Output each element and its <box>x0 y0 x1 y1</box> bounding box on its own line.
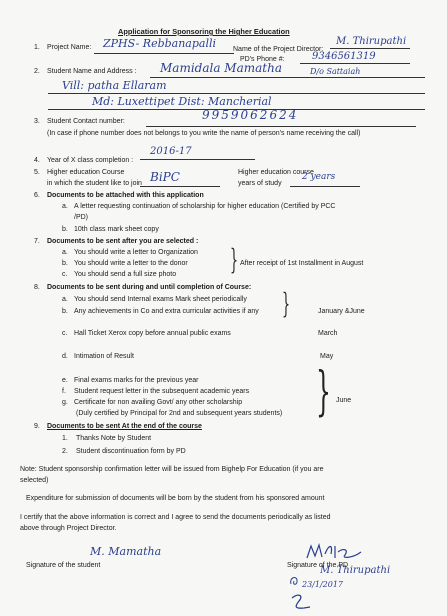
item-number-3: 3. <box>34 118 40 125</box>
when-may: May <box>320 353 334 360</box>
director-name-label: Name of the Project Director: <box>233 46 324 53</box>
course-line <box>140 186 220 187</box>
years-value: 2 years <box>302 172 336 182</box>
student-signature-label: Signature of the student <box>26 562 101 569</box>
when-march: March <box>318 330 338 337</box>
docs-after-mark: c. <box>62 271 68 278</box>
item-number-5: 5. <box>34 169 40 176</box>
docs-during-mark: g. <box>62 399 68 406</box>
contact-label: Student Contact number: <box>47 118 125 125</box>
course-value: BiPC <box>150 170 180 184</box>
docs-during-mark: c. <box>62 330 68 337</box>
docs-attached-heading: Documents to be attached with this application <box>47 192 204 199</box>
docs-during-mark: b. <box>62 308 68 315</box>
docs-during-mark: d. <box>62 353 68 360</box>
docs-during-item: Any achievements in Co and extra curricular activities if any <box>74 308 259 315</box>
docs-end-item: Student discontinuation form by PD <box>76 448 186 455</box>
bottom-mark <box>288 592 314 612</box>
docs-during-item: Student request letter in the subsequent academic years <box>74 388 250 395</box>
item-number-9: 9. <box>34 423 40 430</box>
brace-during: } <box>282 287 291 320</box>
year-value: 2016-17 <box>150 146 192 157</box>
contact-note: (In case if phone number does not belongs to you write the name of person's name receiving the call) <box>47 130 361 137</box>
years-line <box>290 186 360 187</box>
docs-during-item: Hall Ticket Xerox copy before annual public exams <box>74 330 231 337</box>
docs-end-mark: 1. <box>62 435 68 442</box>
pd-phone-label: PD's Phone #: <box>240 56 285 63</box>
docs-attached-item: A letter requesting continuation of scholarship for higher education (Certified by PCC <box>74 203 336 210</box>
note-line-2: selected) <box>20 477 49 484</box>
docs-during-mark: f. <box>62 388 66 395</box>
item-number-4: 4. <box>34 157 40 164</box>
docs-during-item: Final exams marks for the previous year <box>74 377 199 384</box>
years-label-2: years of study <box>238 180 282 187</box>
docs-end-heading: Documents to be sent At the end of the course <box>47 423 202 430</box>
course-label-2: in which the student like to join <box>47 180 142 187</box>
docs-attached-item: 10th class mark sheet copy <box>74 226 159 233</box>
project-name-line <box>94 53 234 54</box>
years-label-1: Higher education course <box>238 169 314 176</box>
address-line-1-rule <box>48 93 425 94</box>
docs-after-mark: b. <box>62 260 68 267</box>
docs-end-item: Thanks Note by Student <box>76 435 152 442</box>
year-label: Year of X class completion : <box>47 157 134 164</box>
docs-after-mark: a. <box>62 249 68 256</box>
certify-line-2: above through Project Director. <box>20 525 117 532</box>
director-name-line <box>330 48 410 49</box>
brace-final: } <box>316 362 331 422</box>
item-number-6: 6. <box>34 192 40 199</box>
student-name-line <box>150 77 425 78</box>
docs-after-item: You should send a full size photo <box>74 271 177 278</box>
pd-signature-name: M. Thirupathi <box>320 565 391 576</box>
signature-date: 23/1/2017 <box>302 580 344 589</box>
student-signature: M. Mamatha <box>90 545 162 558</box>
item-number-8: 8. <box>34 284 40 291</box>
docs-after-item: You should write a letter to the donor <box>74 260 188 267</box>
docs-during-item: Certificate for non availing Govt/ any other scholarship <box>74 399 243 406</box>
expenditure-line: Expenditure for submission of documents will be born by the student from his sponsored amount <box>26 495 325 502</box>
pd-signature-label-text: Signature of the PD <box>287 562 349 569</box>
project-name-value: ZPHS- Rebbanapalli <box>103 37 217 50</box>
docs-attached-mark: a. <box>62 203 68 210</box>
note-line-1: Note: Student sponsorship confirmation letter will be issued from Bighelp For Education (if you are <box>20 466 324 473</box>
certify-line-1: I certify that the above information is correct and I agree to send the documents periodically as listed <box>20 514 331 521</box>
item-number-7: 7. <box>34 238 40 245</box>
year-line <box>140 159 255 160</box>
student-name-label: Student Name and Address : <box>47 68 137 75</box>
student-parent-value: D/o Sattaiah <box>310 67 361 76</box>
address-line-2: Md: Luxettipet Dist: Mancherial <box>92 95 272 108</box>
project-name-label: Project Name: <box>47 44 92 51</box>
docs-during-mark: a. <box>62 296 68 303</box>
after-receipt-note: After receipt of 1st Installment in August <box>240 260 364 267</box>
docs-end-mark: 2. <box>62 448 68 455</box>
docs-after-heading: Documents to be sent after you are selected : <box>47 238 199 245</box>
director-name-value: M. Thirupathi <box>336 36 407 47</box>
item-number-1: 1. <box>34 44 40 51</box>
pd-signature-scribble <box>305 540 365 562</box>
contact-line <box>146 126 416 127</box>
contact-value: 9959062624 <box>202 108 299 122</box>
docs-after-item: You should write a letter to Organization <box>74 249 198 256</box>
item-number-2: 2. <box>34 68 40 75</box>
course-label-1: Higher education Course <box>47 169 125 176</box>
docs-during-mark: e. <box>62 377 68 384</box>
pd-phone-line <box>300 63 410 64</box>
address-line-1: Vill: patha Ellaram <box>62 79 167 92</box>
docs-during-heading: Documents to be sent during and until completion of Course: <box>47 284 252 291</box>
when-jan-june: January &June <box>318 308 365 315</box>
docs-during-item: Intimation of Result <box>74 353 134 360</box>
docs-attached-mark: b. <box>62 226 68 233</box>
pd-phone-value: 9346561319 <box>312 51 376 62</box>
docs-attached-item: /PD) <box>74 214 88 221</box>
initial-mark <box>288 574 304 588</box>
brace-after: } <box>230 243 239 276</box>
docs-during-item: (Duly certified by Principal for 2nd and subsequent years students) <box>76 410 283 417</box>
form-title: Application for Sponsoring the Higher Education <box>118 27 290 36</box>
when-june: June <box>336 397 352 404</box>
docs-during-item: You should send Internal exams Mark sheet periodically <box>74 296 247 303</box>
student-name-value: Mamidala Mamatha <box>160 61 282 75</box>
